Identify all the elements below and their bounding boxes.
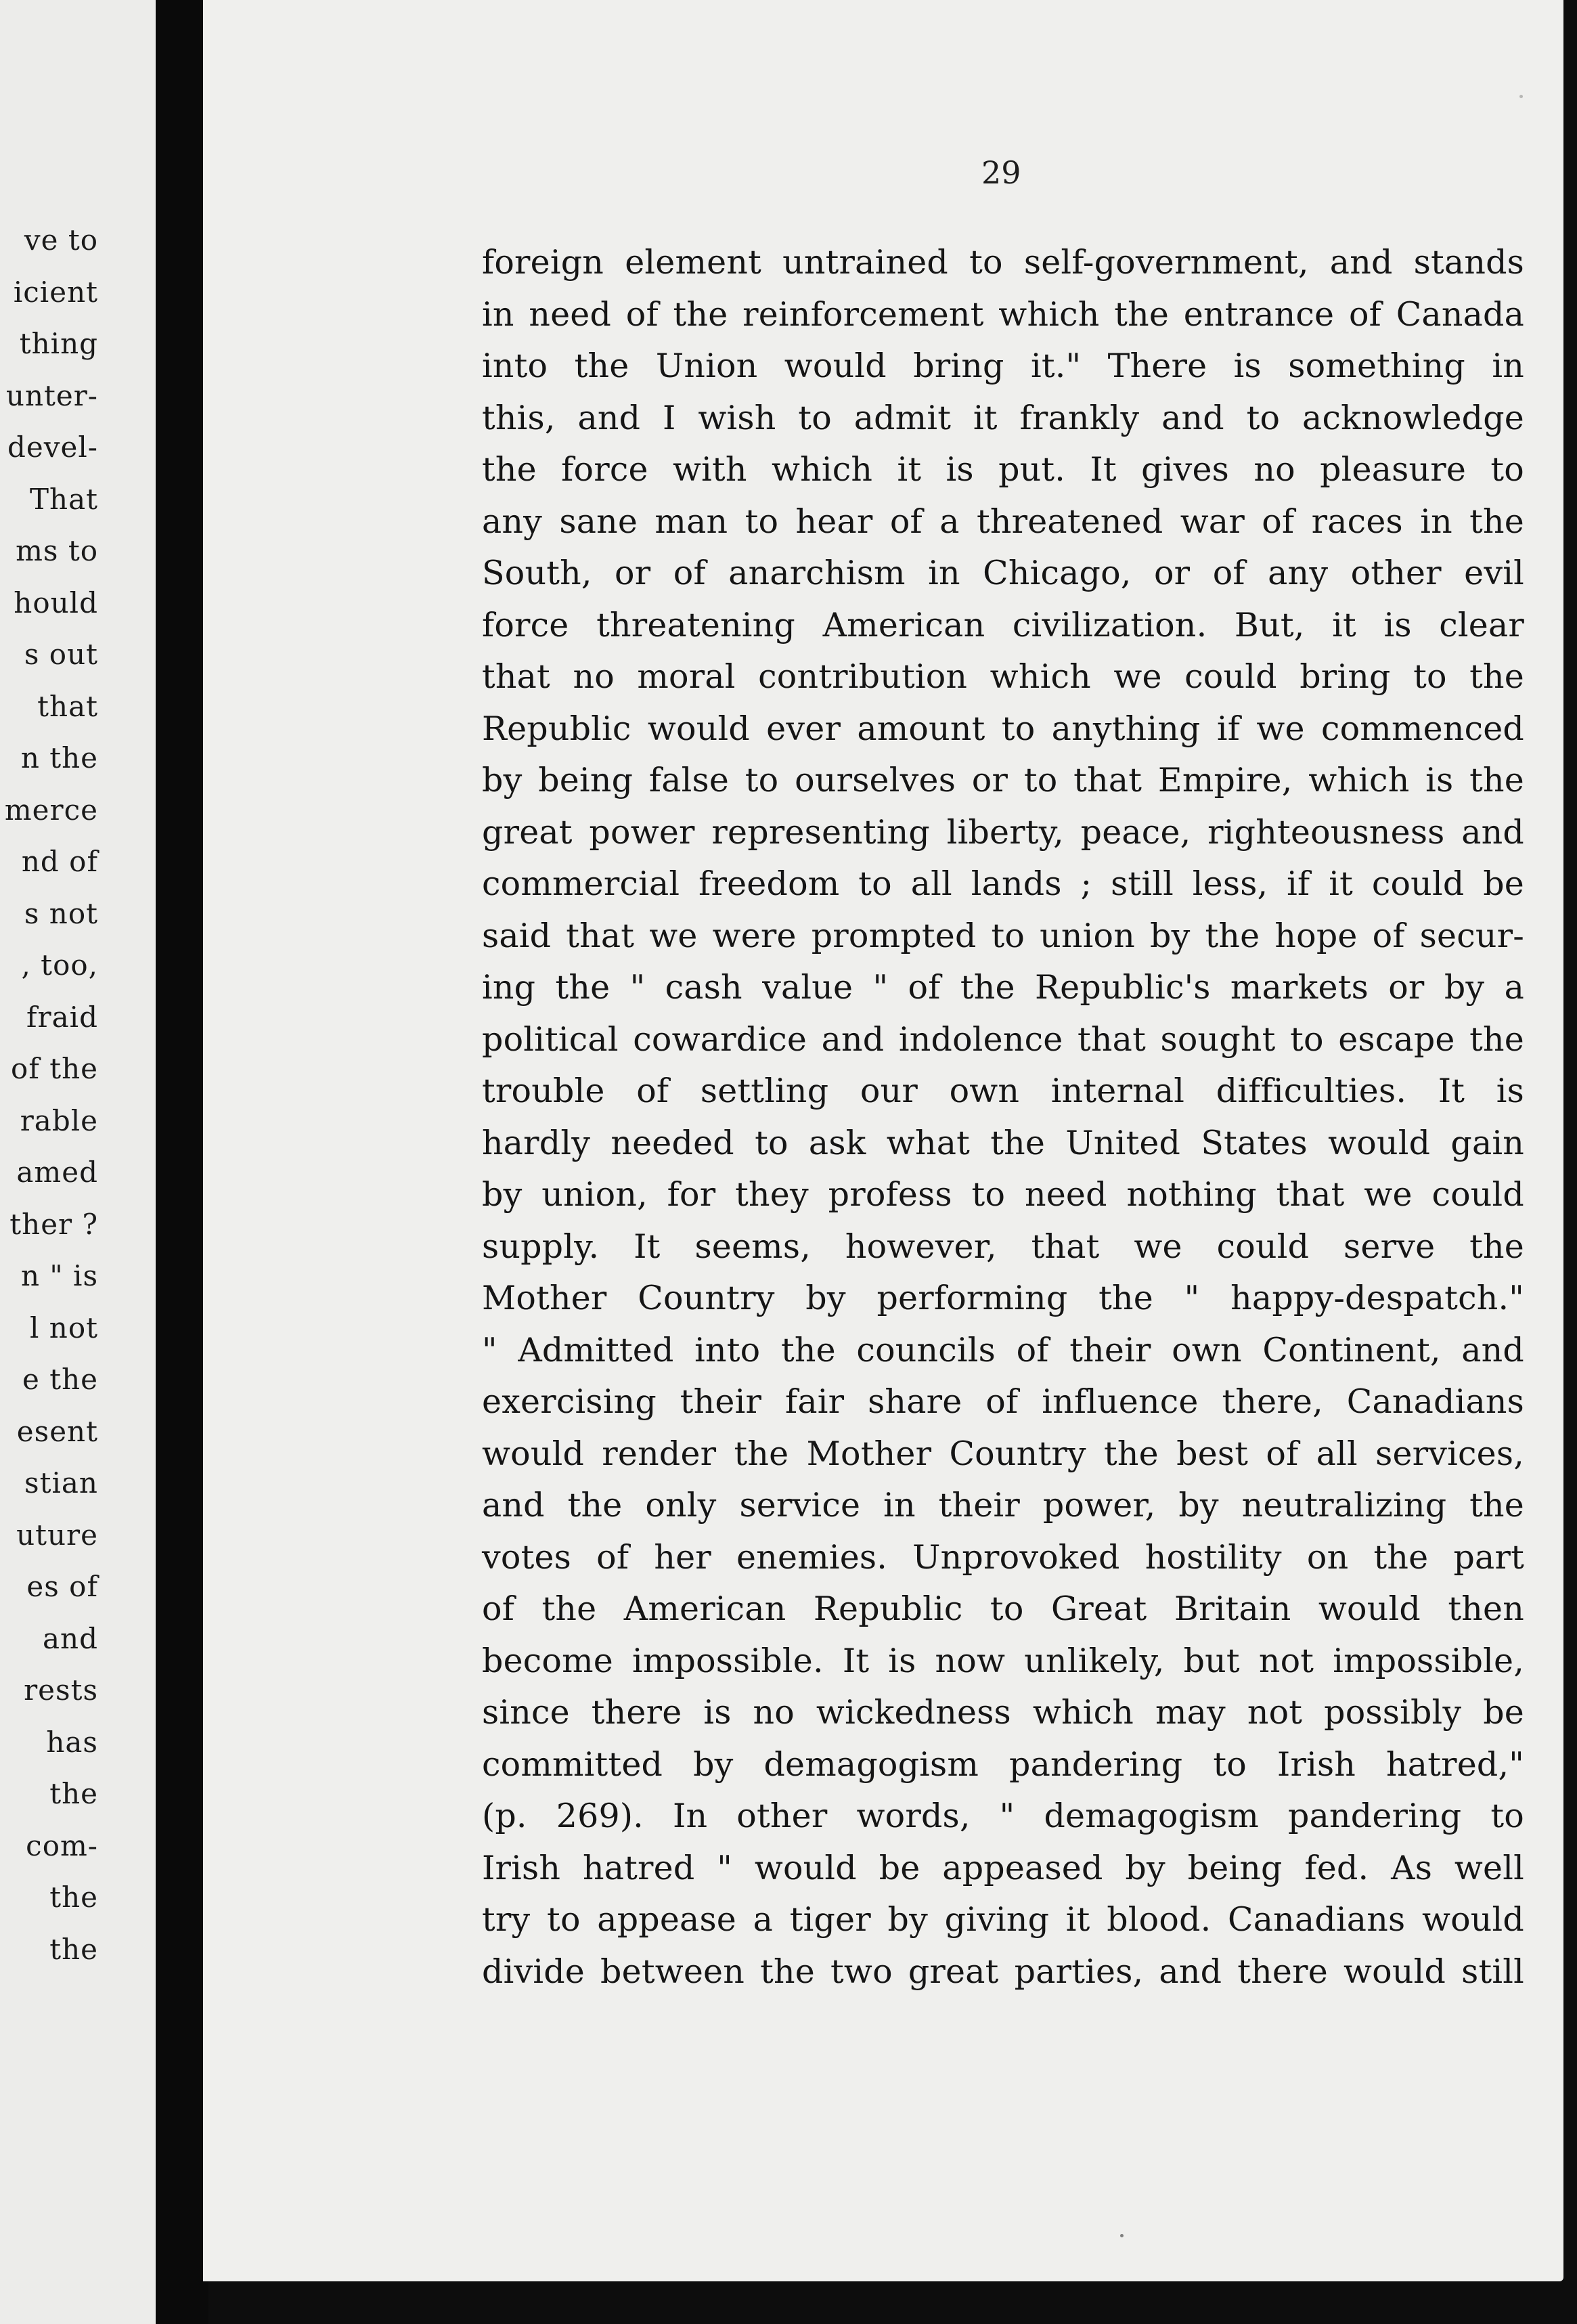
- body-text-line: this, and I wish to admit it frankly and to acknowledge: [482, 398, 1524, 437]
- left-page-line: That: [30, 482, 98, 516]
- left-page-line: that: [37, 689, 98, 723]
- body-text-line: in need of the reinforcement which the entrance of Canada: [482, 294, 1524, 334]
- body-text-line: Irish hatred " would be appeased by being fed. As well: [482, 1848, 1524, 1887]
- body-text-line: Republic would ever amount to anything if we commenced: [482, 709, 1524, 748]
- left-page-line: thing: [19, 327, 98, 360]
- left-page-line: , too,: [21, 948, 98, 982]
- body-text-line: try to appease a tiger by giving it blood. Canadians would: [482, 1900, 1524, 1939]
- body-text-line: would render the Mother Country the best of all services,: [482, 1434, 1524, 1473]
- left-page-line: ther ?: [9, 1207, 98, 1241]
- body-text-line: ing the " cash value " of the Republic's markets or by a: [482, 968, 1524, 1007]
- body-text-line: trouble of settling our own internal difficulties. It is: [482, 1072, 1524, 1110]
- left-page-line: nd of: [21, 845, 98, 878]
- body-text-line: South, or of anarchism in Chicago, or of any other evil: [482, 554, 1524, 592]
- page-29: [203, 0, 1563, 2281]
- left-page-line: the: [49, 1932, 98, 1966]
- body-text-line: that no moral contribution which we could bring to the: [482, 657, 1524, 696]
- body-text-line: by being false to ourselves or to that Empire, which is the: [482, 761, 1524, 799]
- body-text-line: force threatening American civilization. But, it is clear: [482, 605, 1524, 644]
- print-speck: [1120, 2234, 1124, 2237]
- body-text-line: " Admitted into the councils of their own Continent, and: [482, 1330, 1524, 1369]
- body-text-line: (p. 269). In other words, " demagogism pandering to: [482, 1797, 1524, 1835]
- body-text-line: said that we were prompted to union by the hope of secur-: [482, 916, 1524, 955]
- left-page-line: ms to: [16, 534, 98, 567]
- body-text-line: foreign element untrained to self-government, and stands: [482, 243, 1524, 282]
- print-speck: [1519, 95, 1523, 98]
- body-text-line: divide between the two great parties, and there would still: [482, 1952, 1524, 1991]
- left-page-line: e the: [22, 1363, 98, 1396]
- left-page-line: and: [43, 1621, 98, 1655]
- left-page-line: es of: [26, 1570, 98, 1603]
- body-text-line: Mother Country by performing the " happy-despatch.": [482, 1279, 1524, 1317]
- left-page-line: rests: [24, 1673, 98, 1707]
- body-text-line: great power representing liberty, peace, righteousness and: [482, 812, 1524, 852]
- body-text-line: hardly needed to ask what the United States would gain: [482, 1123, 1524, 1162]
- left-page-line: esent: [16, 1414, 98, 1448]
- body-text-line: committed by demagogism pandering to Irish hatred,": [482, 1745, 1524, 1784]
- body-text-line: political cowardice and indolence that sought to escape the: [482, 1020, 1524, 1059]
- left-page-line: merce: [4, 793, 98, 827]
- left-page-line: the: [49, 1777, 98, 1810]
- body-text-line: by union, for they profess to need nothing that we could: [482, 1175, 1524, 1214]
- page-number: 29: [981, 154, 1021, 191]
- body-text-line: supply. It seems, however, that we could serve the: [482, 1227, 1524, 1266]
- left-page-line: uture: [16, 1518, 98, 1552]
- body-text-line: exercising their fair share of influence there, Canadians: [482, 1382, 1524, 1421]
- body-text-line: since there is no wickedness which may not possibly be: [482, 1693, 1524, 1732]
- left-page-line: n " is: [20, 1259, 98, 1292]
- left-page-line: of the: [11, 1052, 98, 1085]
- body-text-line: any sane man to hear of a threatened war of races in the: [482, 502, 1524, 541]
- left-page-line: n the: [20, 741, 98, 774]
- body-text-line: become impossible. It is now unlikely, but not impossible,: [482, 1641, 1524, 1680]
- body-text: [482, 237, 1524, 1998]
- left-page-line: stian: [24, 1466, 98, 1499]
- book-gutter: [156, 0, 208, 2324]
- left-page-line: amed: [16, 1156, 98, 1189]
- body-text-line: into the Union would bring it." There is something in: [482, 347, 1524, 385]
- body-text-line: votes of her enemies. Unprovoked hostility on the part: [482, 1537, 1524, 1577]
- left-page-line: unter-: [5, 378, 98, 412]
- left-page-line: s not: [24, 896, 98, 930]
- left-page-line: the: [49, 1881, 98, 1914]
- body-text-line: commercial freedom to all lands ; still less, if it could be: [482, 864, 1524, 903]
- left-page-line: hould: [14, 586, 98, 619]
- left-page-line: fraid: [26, 1000, 98, 1034]
- left-page-line: ve to: [24, 223, 98, 257]
- left-page-line: com-: [26, 1828, 98, 1862]
- body-text-line: and the only service in their power, by neutralizing the: [482, 1486, 1524, 1525]
- body-text-line: of the American Republic to Great Britain would then: [482, 1589, 1524, 1628]
- body-text-line: the force with which it is put. It gives no pleasure to: [482, 450, 1524, 489]
- left-page-line: rable: [20, 1103, 98, 1137]
- left-page-line: l not: [30, 1311, 98, 1344]
- left-page-line: s out: [24, 638, 98, 671]
- left-page-line: has: [46, 1725, 98, 1759]
- left-page-line: devel-: [7, 431, 98, 464]
- left-page-line: icient: [13, 275, 98, 309]
